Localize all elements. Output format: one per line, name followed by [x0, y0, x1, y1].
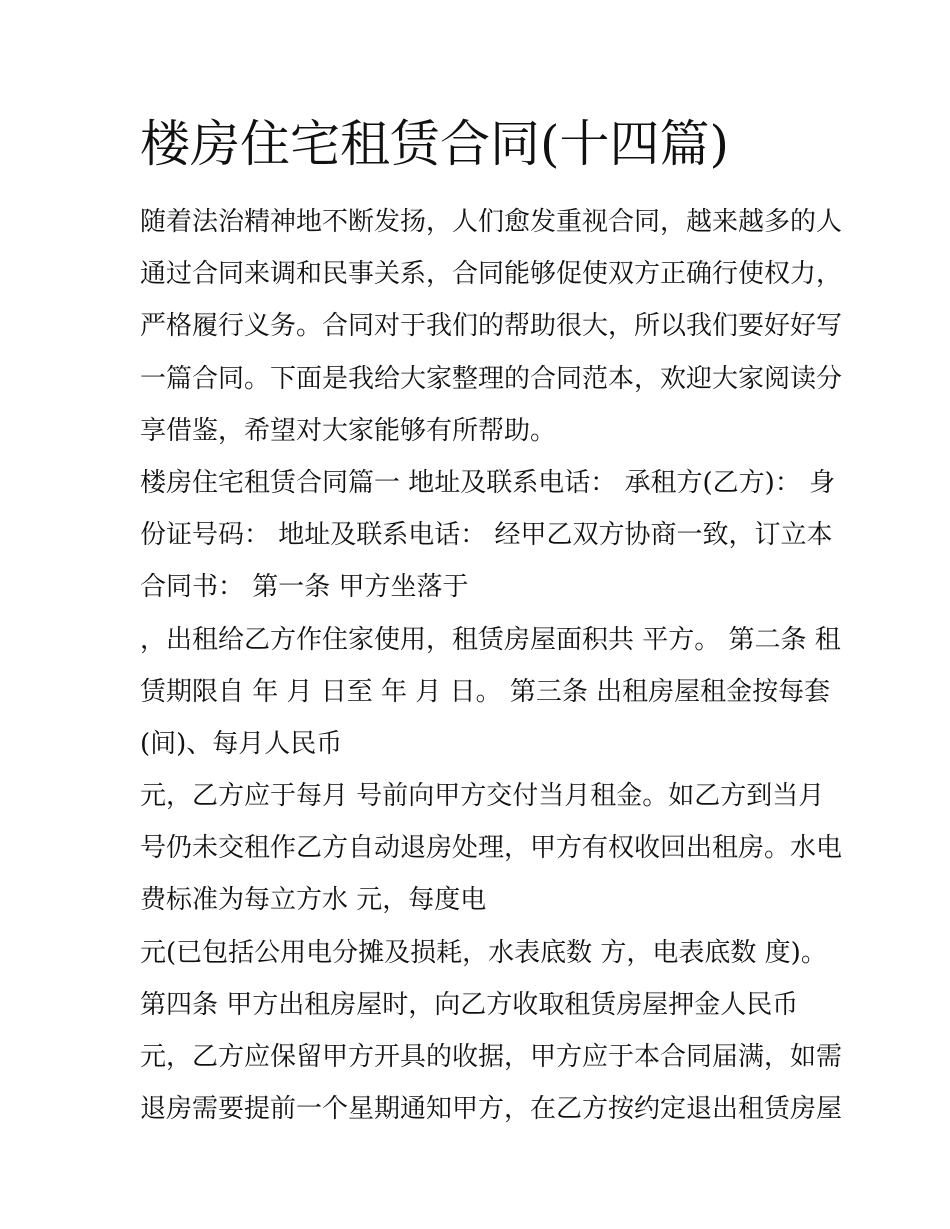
text-line: 元(已包括公用电分摊及损耗，水表底数 方，电表底数 度)。	[140, 937, 827, 968]
text-line: 楼房住宅租赁合同篇一 地址及联系电话： 承租方(乙方)： 身	[140, 467, 836, 498]
text-line: ，出租给乙方作住家使用，租赁房屋面积共 平方。 第二条 租	[140, 624, 841, 655]
text-line: 第四条 甲方出租房屋时，向乙方收取租赁房屋押金人民币	[140, 989, 799, 1020]
document-title: 楼房住宅租赁合同(十四篇)	[140, 115, 730, 173]
text-line: 随着法治精神地不断发扬，人们愈发重视合同，越来越多的人	[140, 207, 843, 237]
text-line: 元，乙方应保留甲方开具的收据，甲方应于本合同届满，如需	[140, 1042, 843, 1072]
text-line: 一篇合同。下面是我给大家整理的合同范本，欢迎大家阅读分	[140, 363, 843, 394]
text-line: 元，乙方应于每月 号前向甲方交付当月租金。如乙方到当月	[140, 781, 825, 812]
document-body	[140, 196, 843, 1135]
text-line: 退房需要提前一个星期通知甲方，在乙方按约定退出租赁房屋	[140, 1094, 843, 1125]
text-line: 赁期限自 年 月 日至 年 月 日。 第三条 出租房屋租金按每套	[140, 676, 831, 707]
text-line: (间)、每月人民币	[140, 728, 343, 759]
text-line: 份证号码： 地址及联系电话： 经甲乙双方协商一致，订立本	[140, 520, 833, 551]
text-line: 通过合同来调和民事关系，合同能够促使双方正确行使权力，	[140, 259, 843, 290]
text-line: 合同书： 第一条 甲方坐落于	[140, 572, 469, 603]
text-line: 享借鉴，希望对大家能够有所帮助。	[140, 415, 557, 446]
text-line: 费标准为每立方水 元，每度电	[140, 885, 487, 916]
text-line: 严格履行义务。合同对于我们的帮助很大，所以我们要好好写	[140, 311, 843, 342]
text-line: 号仍未交租作乙方自动退房处理，甲方有权收回出租房。水电	[140, 833, 843, 864]
